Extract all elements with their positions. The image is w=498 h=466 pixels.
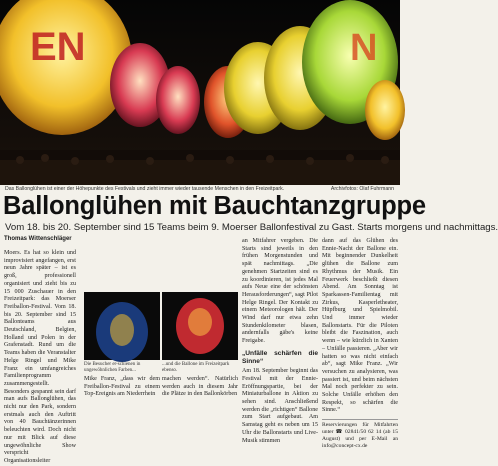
article-author: Thomas Wittenschläger	[4, 236, 72, 242]
article-headline: Ballonglühen mit Bauchtanzgruppe	[3, 192, 426, 220]
article-text: Moers. Es hat so klein und improvisiert angefangen, erst neun Jahre später – ist es groß, professionell organisiert und zieht bis zu 15 000 Zuschauer in den Freizeitpark: das Moerser Freiballon-Festival. Vom 18. bis 20. September sind 15 Ballonteams aus Deutschland, Belgien, Holland und Polen in der Grafenstadt. Rund um die Teams haben die Veranstalter Helge Ringel und Mike Franz ein umfangreiches Familienprogramm zusammengestellt. Besonders gespannt sein darf man aufs Ballonglühen, das nicht nur den Park, sondern erstmals auch den Auftritt von 40 Bauchtänzerinnen beleuchten wird. Doch nicht nur mit Blick auf diese ungewöhnliche Show verspricht Organisationsleiter	[4, 250, 76, 464]
balloons-photo	[162, 292, 238, 360]
hero-photo	[0, 0, 400, 185]
article-subheading: „Unfälle schärfen die Sinne“	[242, 349, 318, 365]
photo-caption-right: ...und die Ballone im Freizeitpark ebenso.	[162, 362, 230, 373]
photo-caption-left: Die Besucher er-schienen in ungewöhnlichen Farben...	[84, 362, 141, 373]
svg-text:EN: EN	[30, 25, 86, 69]
article-column-2-bottom	[84, 376, 160, 404]
article-column-1	[4, 250, 76, 464]
photo-credit: Archivfotos: Olaf Fuhrmann	[330, 186, 394, 192]
article-text: machen werden“. Natürlich werden auch in diesem Jahr die Plätze in den Ballonkörben	[162, 376, 238, 398]
article-text: Am 18. September beginnt das Festival mit der Ennie-Eröffnungspartie, bei der Miniaturballone in Aktion zu sehen sind. Anschließend werden die „richtigen“ Ballone zum Start aufgebaut. Am Samstag geht es neben um 15 Uhr die Ballonstarts und Live-Musik stimmen	[242, 368, 318, 444]
photo-caption: Das Ballonglühen ist einer der Höhepunkte des Festivals und zieht immer wieder tausende Menschen in den Freizeitpark.	[5, 186, 285, 192]
article-column-5	[322, 238, 398, 450]
article-text: Mike Franz, „dass wir dem Freiballon-Festival zu einem Top-Ereignis am Niederrhein	[84, 376, 160, 398]
article-column-2	[84, 238, 160, 290]
svg-text:N: N	[350, 27, 378, 69]
article-subheadline: Vom 18. bis 20. September sind 15 Teams beim 9. Moerser Ballonfestival zu Gast. Starts morgens und nachmittags.	[5, 222, 498, 233]
visitors-photo	[84, 292, 160, 360]
article-column-3-bottom	[162, 376, 238, 404]
reservation-info-box: Reservierungen für Mitfahrten unter ☎ 02841/50 62 14 (ab 15 August) und per E-Mail an info@concept-cx.de	[322, 419, 398, 450]
article-text: an Mitfahrer vergeben. Die Starts sind jeweils in den frühen Morgenstunden und spät nachmittags. „Die genehmen Startzeiten sind es zu koordinieren, ist jedes Mal aufs Neue eine der schönsten Herausforderungen“, sagt Pilot Helge Ringel. Der Kontakt zu einem Meteorologen hält. Der Wind darf nur etwa zehn Stundenkilometer blasen, andernfalls gäbe's keine Freigabe.	[242, 238, 318, 345]
article-column-4	[242, 238, 318, 444]
balloon-glow-illustration	[0, 0, 400, 185]
article-text: dann auf das Glühen des Ennie-Nacht der Ballone ein. Mit beginnender Dunkelheit glühen die Ballone zum Rhythmus der Musik. Ein Feuerwerk beschließt diesen Abend. Am Sonntag ist Sparkassen-Familientag mit Zirkus, Kasperletheater, Hüpfburg und Spielmobil. Und immer wieder Ballonstarts. Für die Piloten bleibt die Faszination, auch wenn – wie kürzlich in Xanten – Unfälle passieren. „Aber wir hatten so was nicht einfach ab“, sagt Mike Franz. „Wir versuchen zu analysieren, was passiert ist, und beim nächsten Mal noch perfekter zu sein. Solche Unfälle erhöhen den Respekt, so schärfen die Sinne.“	[322, 238, 398, 414]
